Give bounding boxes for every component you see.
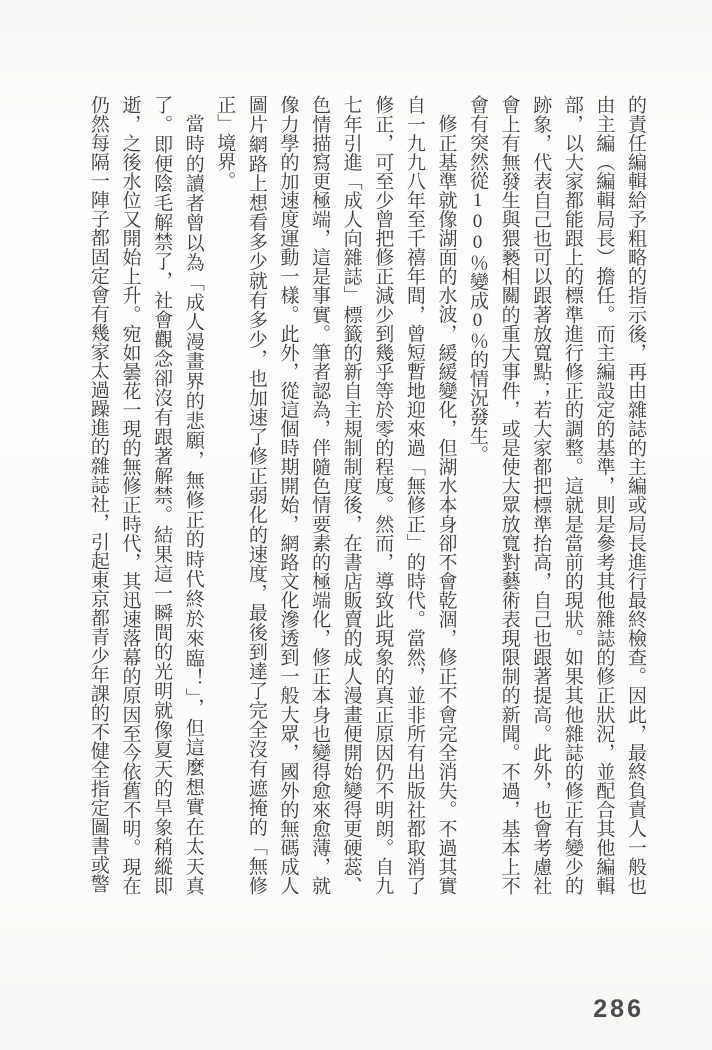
page-number: 286 — [593, 995, 644, 1023]
paragraph-3: 當時的讀者曾以為「成人漫畫界的悲願，無修正的時代終於來臨！」，但這麼想實在太天真了。即便陰毛解禁了，社會觀念卻沒有跟著解禁。結果這一瞬間的光明就像夏天的旱象稍縱即逝，之後水位又開始上升。宛如曇花一現的無修正時代，其迅速落幕的原因至今依舊不明。現在仍然每隔一陣子都固定會有幾家太過躁進的雜誌社，引起東京都青少年課的不健全指定圖書或警 — [87, 95, 204, 895]
paragraph-1: 的責任編輯給予粗略的指示後，再由雜誌的主編或局長進行最終檢查。因此，最終負責人一般也由主編（編輯局長）擔任。而主編設定的基準，則是參考其他雜誌的修正狀況，並配合其他編輯部，以大家都能跟上的標準進行修正的調整。這就是當前的現狀。如果其他雜誌的修正有變少的跡象，代表自己也可以跟著放寬點；若大家都把標準抬高，自己也跟著提高。此外，也會考慮社會上有無發生與猥褻相關的重大事件，或是使大眾放寬對藝術表現限制的新聞。不過，基本上不會有突然從100％變成0％的情況發生。 — [467, 95, 646, 895]
paragraph-2: 修正基準就像湖面的水波，緩緩變化，但湖水本身卻不會乾涸，修正不會完全消失。不過其實自一九九八年至千禧年間，曾短暫地迎來過「無修正」的時代。當然，並非所有出版社都取消了修正，可至少曾把修正減少到幾乎等於零的程度。然而，導致此現象的真正原因仍不明朗。自九七年引進「成人向雜誌」標籤的新自主規制制度後，在書店販賣的成人漫畫便開始變得更硬蕊、色情描寫更極端，這是事實。筆者認為，伴隨色情要素的極端化，修正本身也變得愈來愈薄，就像力學的加速度運動一樣。此外，從這個時期開始，網路文化滲透到一般大眾，國外的無碼成人圖片網路上想看多少就有多少，也加速了修正弱化的速度，最後到達了完全沒有遮掩的「無修正」境界。 — [214, 95, 457, 895]
vertical-text-block — [73, 95, 651, 895]
